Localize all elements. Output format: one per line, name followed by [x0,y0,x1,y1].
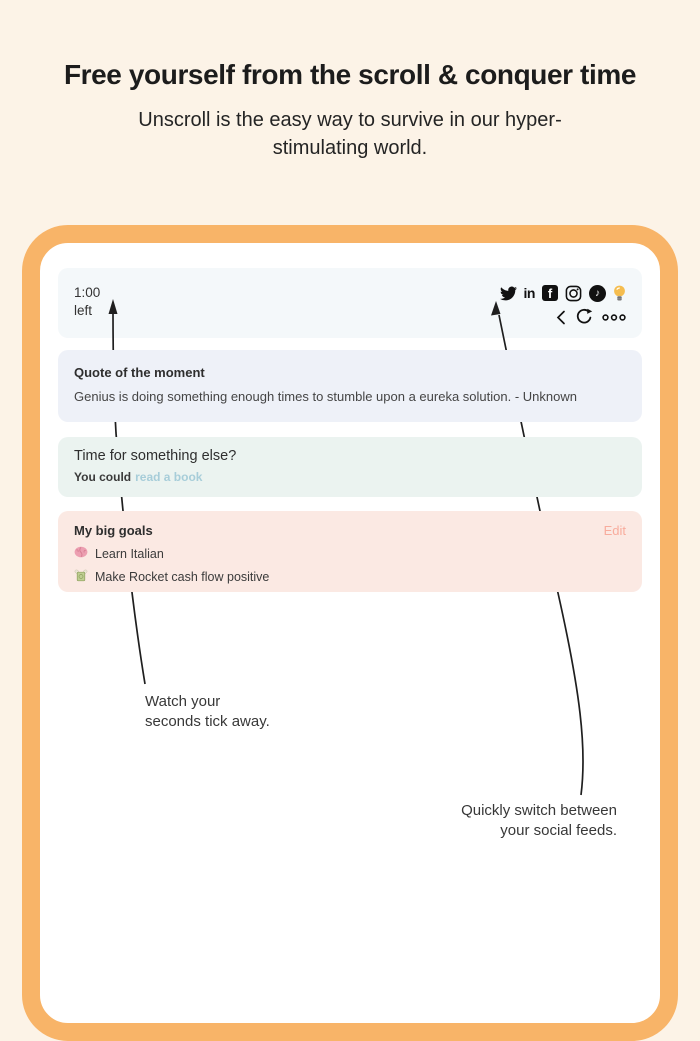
timer-value: 1:00 [74,285,101,300]
goals-card [58,511,642,592]
instagram-icon[interactable] [565,285,582,302]
page-title: Free yourself from the scroll & conquer time [63,59,637,90]
hero-section [0,0,700,162]
quote-text: Genius is doing something enough times to stumble upon a eureka solution. - Unknown [74,389,577,404]
app-topbar [58,268,642,338]
suggestion-prefix: You could [74,470,132,484]
time-left-counter [74,284,100,338]
more-dots-icon[interactable] [602,313,626,322]
quote-card-title: Quote of the moment [74,365,205,380]
back-icon[interactable] [556,310,566,325]
app-mockup-frame [22,225,678,1041]
social-feed-switcher [500,284,626,302]
annotation-watch-seconds: Watch your seconds tick away. [145,693,270,730]
suggestion-card-title: Time for something else? [74,448,237,464]
linkedin-icon[interactable]: in [523,284,535,301]
browser-nav-controls [556,308,626,326]
timer-label: left [74,303,93,318]
refresh-icon[interactable] [575,308,593,326]
brain-emoji [74,546,88,561]
tiktok-icon[interactable]: ♪ [589,285,606,302]
facebook-icon[interactable]: f [542,285,558,301]
app-screen [40,243,660,1023]
money-with-wings-emoji [74,569,88,585]
goal-item [74,546,626,561]
goal-text: Learn Italian [95,546,164,561]
topbar-right [500,284,626,338]
suggestion-card [58,437,642,497]
quote-card [58,350,642,422]
goal-text: Make Rocket cash flow positive [95,570,270,584]
suggestion-text [74,470,626,484]
hero-subtitle: Unscroll is the easy way to survive in our hyper-stimulating world. [138,109,562,159]
edit-goals-button[interactable]: Edit [603,523,626,538]
goals-card-title: My big goals [74,523,153,538]
read-a-book-link[interactable]: read a book [135,470,203,484]
twitter-icon[interactable] [500,285,517,302]
goal-item [74,569,626,585]
lightbulb-icon[interactable] [613,285,626,302]
annotation-switch-feeds: Quickly switch between your social feeds. [461,802,617,839]
goals-card-header [74,523,626,538]
